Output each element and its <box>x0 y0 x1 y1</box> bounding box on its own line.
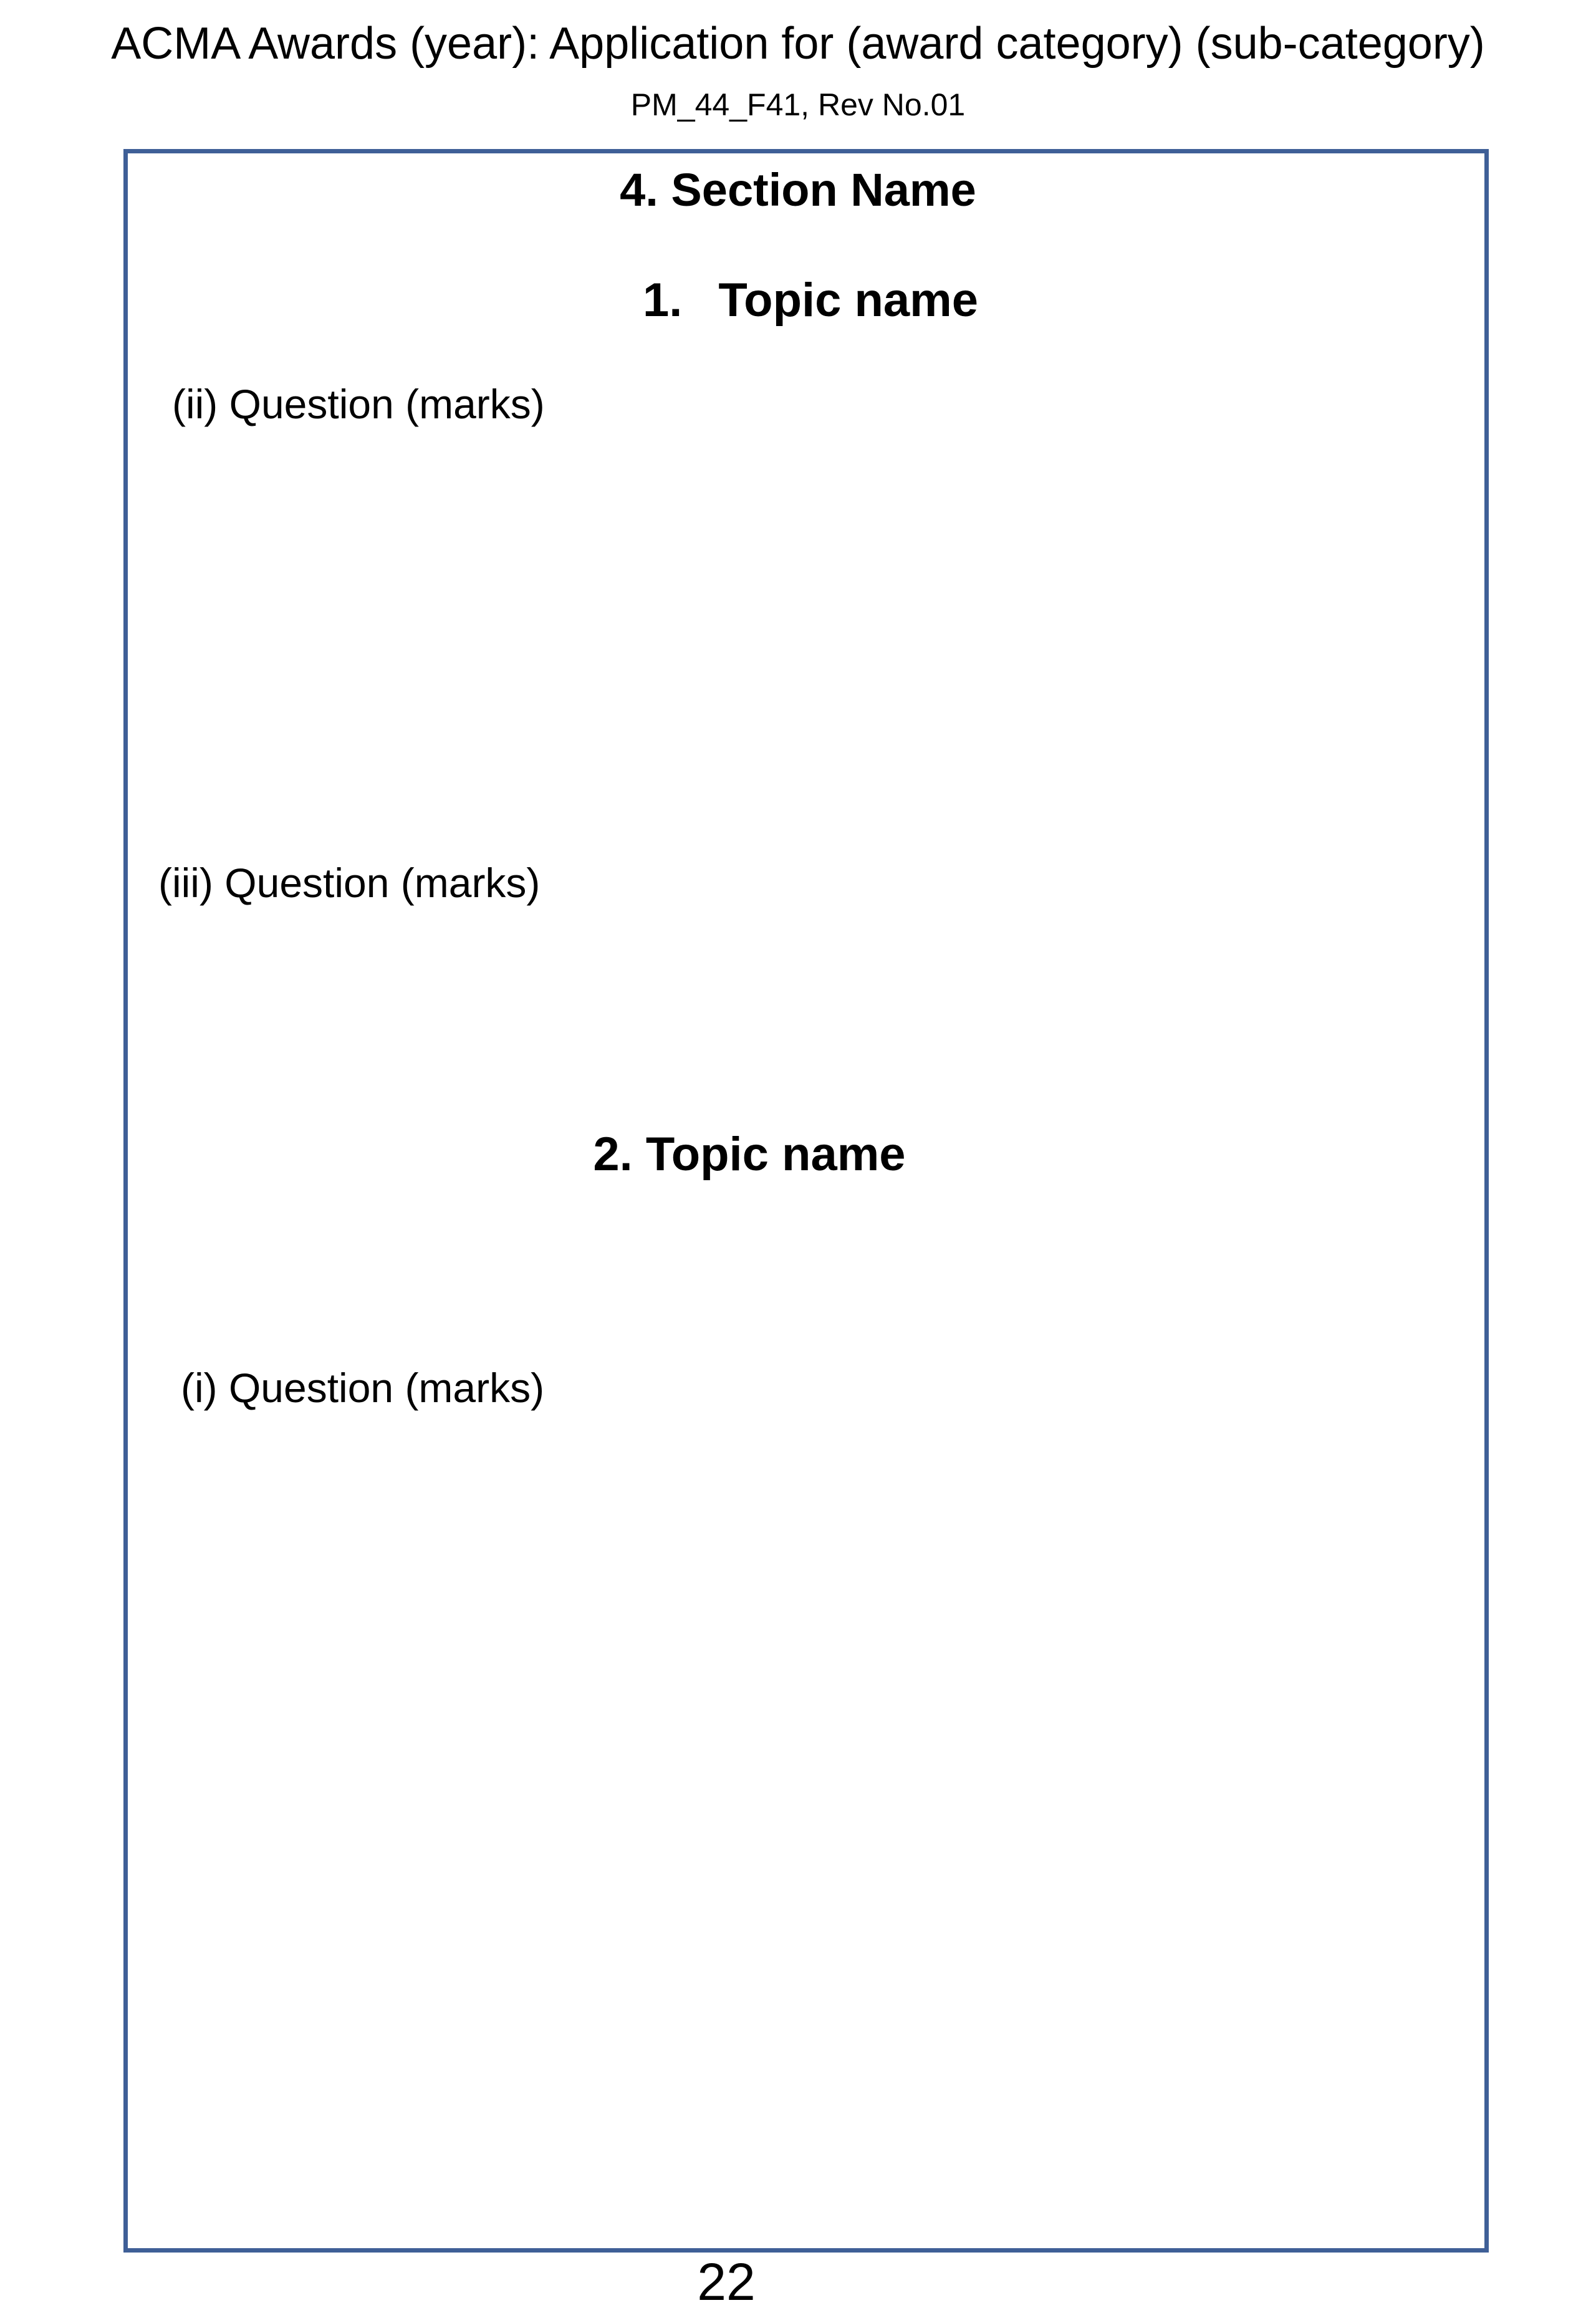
question-i: (i) Question (marks) <box>181 1365 545 1411</box>
topic-heading-2: 2. Topic name <box>593 1128 906 1181</box>
form-revision-code: PM_44_F41, Rev No.01 <box>630 87 966 122</box>
question-iii: (iii) Question (marks) <box>158 860 541 906</box>
topic-heading-1 <box>12 272 1596 329</box>
section-heading: 4. Section Name <box>620 164 976 216</box>
topic-name: Topic name <box>718 274 979 327</box>
content-frame <box>123 149 1489 2253</box>
topic-number: 1. <box>642 274 683 327</box>
page-number: 22 <box>697 2253 756 2311</box>
document-title: ACMA Awards (year): Application for (award category) (sub-category) <box>111 19 1485 69</box>
question-ii: (ii) Question (marks) <box>172 381 545 427</box>
